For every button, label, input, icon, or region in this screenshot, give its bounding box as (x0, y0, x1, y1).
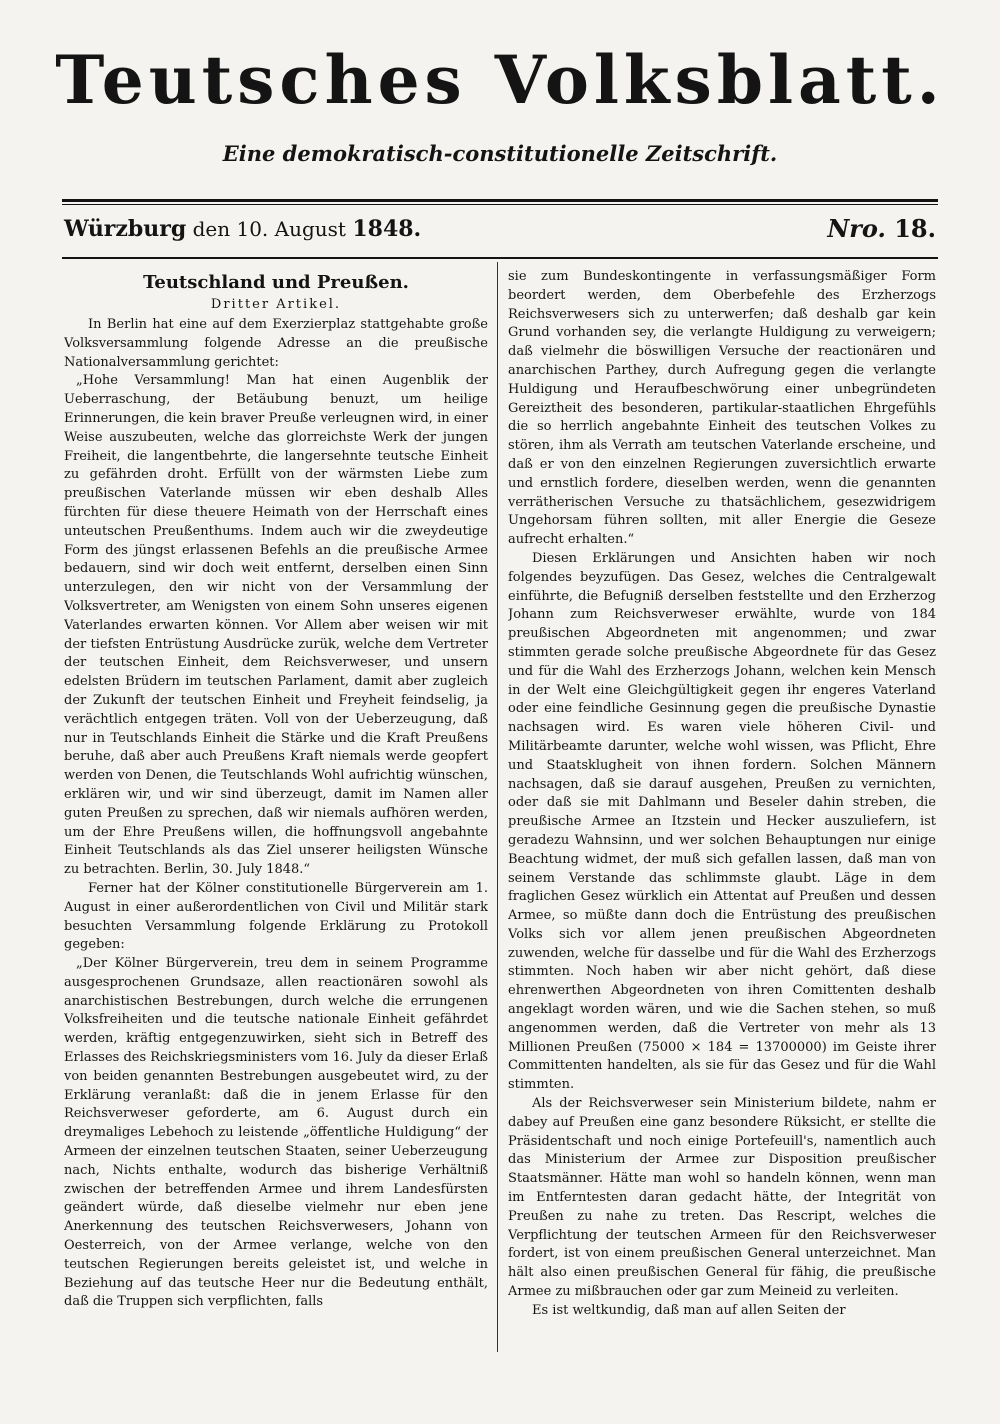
masthead-rule-thin (62, 204, 938, 205)
paragraph-continuation: sie zum Bundeskontingente in verfassungsmäßiger Form beordert werden, dem Oberbefehle des Erzherzogs Reichsverwesers sich zu unterwerfen; daß deshalb gar kein Grund vorhanden sey, die verlangte Huldigung zu verweigern; daß vielmehr die böswilligen Versuche der reactionären und anarchischen Parthey, durch Aufregung gegen die verlangte Huldigung und Heraufbeschwörung einer unbegründeten Gereiztheit des besonderen, partikular-staatlichen Ehrgefühls die so herrlich angebahnte Einheit des teutschen Volkes zu stören, ihm als Verrath am teutschen Vaterlande erscheine, und daß er von den einzelnen Regierungen zuversichtlich erwarte und ernstlich fordere, dieselben werden, wenn die genannten verrätherischen Versuche zu thatsächlichem, gesezwidrigem Ungehorsam führen sollten, mit aller Energie die Geseze aufrecht erhalten.“ (508, 269, 936, 548)
article-title: Teutschland und Preußen. (143, 272, 409, 293)
paragraph: Als der Reichsverweser sein Ministerium bildete, nahm er dabey auf Preußen eine ganz besondere Rüksicht, er stellte die Präsidentschaft und noch einige Portefeuill's, namentlich auch das Ministerium der Armee zur Disposition preußischer Staatsmänner. Hätte man wohl so handeln können, wenn man im Entferntesten daran gedacht hätte, der Integrität von Preußen zu nahe zu treten. Das Rescript, welches die Verpflichtung der teutschen Armeen für den Reichsverweser fordert, ist von einem preußischen General unterzeichnet. Man hält also einen preußischen General für fähig, die preußische Armee zu mißbrauchen oder gar zum Meineid zu verleiten. (508, 1096, 936, 1300)
paragraph: Ferner hat der Kölner constitutionelle Bürgerverein am 1. August in einer außerordentlichen von Civil und Militär stark besuchten Versammlung folgende Erklärung zu Protokoll gegeben: (64, 880, 488, 953)
article-subtitle: Dritter Artikel. (210, 297, 342, 312)
issue-number-value: 18. (894, 214, 936, 243)
newspaper-subtitle: Eine demokratisch-constitutionelle Zeitschrift. (222, 141, 778, 166)
column-divider (497, 262, 498, 1352)
left-column (64, 268, 488, 1353)
issue-prefix: Nro. (827, 214, 886, 243)
masthead-rule-thick (62, 199, 938, 202)
dateline-year: 1848. (352, 216, 422, 242)
dateline-date: den 10. August (192, 217, 346, 241)
issue-number (827, 212, 936, 246)
newspaper-title: Teutsches Volksblatt. (55, 41, 945, 119)
right-column (508, 268, 936, 1353)
paragraph-quote: „Der Kölner Bürgerverein, treu dem in seinem Programme ausgesprochenen Grundsaze, allen reactionären sowohl als anarchistischen Bestrebungen, durch welche die errungenen Volksfreiheiten und die teutsche nationale Einheit gefährdet werden, kräftig entgegenzuwirken, sieht sich in Betreff des Erlasses des Reichskriegsministers vom 16. July da dieser Erlaß von beiden genannten Bestrebungen ausgebeutet wird, zu der Erklärung veranlaßt: daß die in jenem Erlasse für den Reichsverweser geforderte, am 6. August durch ein dreymaliges Lebehoch zu leistende „öffentliche Huldigung“ der Armeen der einzelnen teutschen Staaten, seiner Ueberzeugung nach, Nichts enthalte, wodurch das bisherige Verhältniß zwischen der betreffenden Armee und ihrem Landesfürsten geändert würde, daß dieselbe vielmehr nur eben jene Anerkennung des teutschen Reichsverwesers, Johann von Oesterreich, von der Armee verlange, welche von den teutschen Regierungen bereits geleistet ist, und welche in Beziehung auf das teutsche Heer nur die Bedeutung enthält, daß die Truppen sich verpflichten, falls (64, 956, 488, 1310)
dateline-rule (62, 257, 938, 259)
paragraph: Diesen Erklärungen und Ansichten haben wir noch folgendes beyzufügen. Das Gesez, welches die Centralgewalt einführte, die Befugniß derselben feststellte und den Erzherzog Johann zum Reichsverweser erwählte, wurde von 184 preußischen Abgeordneten mit angenommen; und zwar stimmten gerade solche preußische Abgeordnete für das Gesez und für die Wahl des Erzherzogs Johann, welchen kein Mensch in der Welt eine Gleichgültigkeit gegen ihr engeres Vaterland oder eine feindliche Gesinnung gegen die preußische Dynastie nachsagen wird. Es waren viele höheren Civil- und Militärbeamte darunter, welche wohl wissen, was Pflicht, Ehre und Staatsklugheit von ihnen fordern. Solchen Männern nachsagen, daß sie darauf ausgehen, Preußen zu vernichten, oder daß sie mit Dahlmann und Beseler dahin streben, die preußische Armee an Itzstein und Hecker auszuliefern, ist geradezu Wahnsinn, und wer solchen Behauptungen nur einige Beachtung widmet, der muß sich gefallen lassen, daß man von seinem Verstande das schlimmste glaubt. Läge in dem fraglichen Gesez würklich ein Attentat auf Preußen und dessen Armee, so müßte dann doch die Entrüstung des preußischen Volks sich vor allem jenen preußischen Abgeordneten zuwenden, welche für dasselbe und für die Wahl des Erzherzogs stimmten. Noch haben wir aber nicht gehört, daß diese ehrenwerthen Abgeordneten von ihren Comittenten deshalb angeklagt worden wären, und wie die Sachen stehen, so muß angenommen werden, daß die Vertreter von mehr als 13 Millionen Preußen (75000 × 184 = 13700000) im Geiste ihrer Committenten handelten, als sie für das Gesez und für die Wahl stimmten. (508, 550, 936, 1093)
dateline (64, 212, 936, 246)
paragraph: Es ist weltkundig, daß man auf allen Seiten der (532, 1302, 846, 1318)
dateline-place: Würzburg (64, 216, 187, 242)
paragraph-quote: „Hohe Versammlung! Man hat einen Augenblik der Ueberraschung, der Betäubung benuzt, um heilige Erinnerungen, die kein braver Preuße verleugnen wird, in einer Weise auszubeuten, welche das glorreichste Werk der jungen Freiheit, die langentbehrte, die langersehnte teutsche Einheit zu gefährden droht. Erfüllt von der wärmsten Liebe zum preußischen Vaterlande müssen wir eben deshalb Alles fürchten für diese theuere Heimath von der Herrschaft eines unteutschen Preußenthums. Indem auch wir die zweydeutige Form des jüngst erlassenen Befehls an die preußische Armee bedauern, sind wir doch weit entfernt, derselben einen Sinn unterzulegen, den wir nicht von der Versammlung der Volksvertreter, am Wenigsten von einem Sohn unseres eigenen Vaterlandes erwarten können. Vor Allem aber weisen wir mit der tiefsten Entrüstung Ausdrücke zurük, welche dem Vertreter der teutschen Einheit, dem Reichsverweser, und unsern edelsten Brüdern im teutschen Parlament, damit aber zugleich der Zukunft der teutschen Einheit und Freyheit feindselig, ja verächtlich entgegen träten. Voll von der Ueberzeugung, daß nur in Teutschlands Einheit die Stärke und die Kraft Preußens beruhe, daß aber auch Preußens Kraft niemals werde geopfert werden von Denen, die Teutschlands Wohl aufrichtig wünschen, erklären wir, und wir sind überzeugt, damit im Namen aller guten Preußen zu sprechen, daß wir niemals aufhören werden, um der Ehre Preußens willen, die hoffnungsvoll angebahnte Einheit Teutschlands als das Ziel unserer heiligsten Wünsche zu betrachten. Berlin, 30. July 1848.“ (64, 373, 488, 878)
paragraph: In Berlin hat eine auf dem Exerzierplaz stattgehabte große Volksversammlung folgende Adresse an die preußische Nationalversammlung gerichtet: (64, 317, 488, 370)
